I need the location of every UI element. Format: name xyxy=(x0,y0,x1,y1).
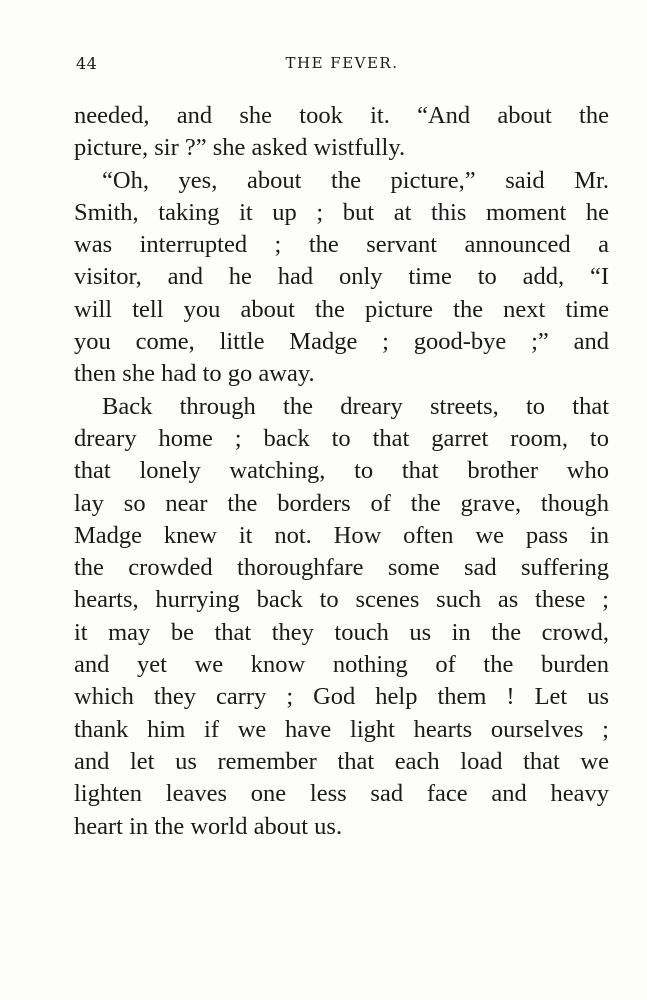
text-line: and yet we know nothing of the burden xyxy=(74,651,609,679)
text-line: was interrupted ; the servant announced a xyxy=(74,231,609,259)
text-line: it may be that they touch us in the crowd, xyxy=(74,618,609,646)
text-line: which they carry ; God help them ! Let us xyxy=(74,683,609,711)
text-line: visitor, and he had only time to add, “I xyxy=(74,263,609,291)
text-line: then she had to go away. xyxy=(74,360,315,388)
text-line: picture, sir ?” she asked wistfully. xyxy=(74,134,406,162)
text-line: will tell you about the picture the next time xyxy=(74,295,609,323)
text-line: that lonely watching, to that brother who xyxy=(74,457,609,485)
text-line: Back through the dreary streets, to that xyxy=(102,392,609,420)
text-line: lay so near the borders of the grave, though xyxy=(74,489,609,517)
text-line: heart in the world about us. xyxy=(74,812,343,840)
text-line: Smith, taking it up ; but at this moment he xyxy=(74,198,609,226)
text-line: you come, little Madge ; good-bye ;” and xyxy=(74,328,609,356)
body-text xyxy=(74,100,609,843)
text-line: Madge knew it not. How often we pass in xyxy=(74,521,609,549)
text-line: the crowded thoroughfare some sad suffering xyxy=(74,554,609,582)
text-line: and let us remember that each load that we xyxy=(74,747,609,775)
text-line: dreary home ; back to that garret room, to xyxy=(74,424,609,452)
text-line: thank him if we have light hearts ourselves ; xyxy=(74,715,609,743)
text-line: lighten leaves one less sad face and heavy xyxy=(74,780,609,808)
text-line: hearts, hurrying back to scenes such as these ; xyxy=(74,586,609,614)
text-line: needed, and she took it. “And about the xyxy=(74,102,609,129)
text-line: “Oh, yes, about the picture,” said Mr. xyxy=(102,166,609,194)
running-title: THE FEVER. xyxy=(285,54,399,72)
page-number: 44 xyxy=(76,54,98,73)
running-head xyxy=(76,54,608,78)
